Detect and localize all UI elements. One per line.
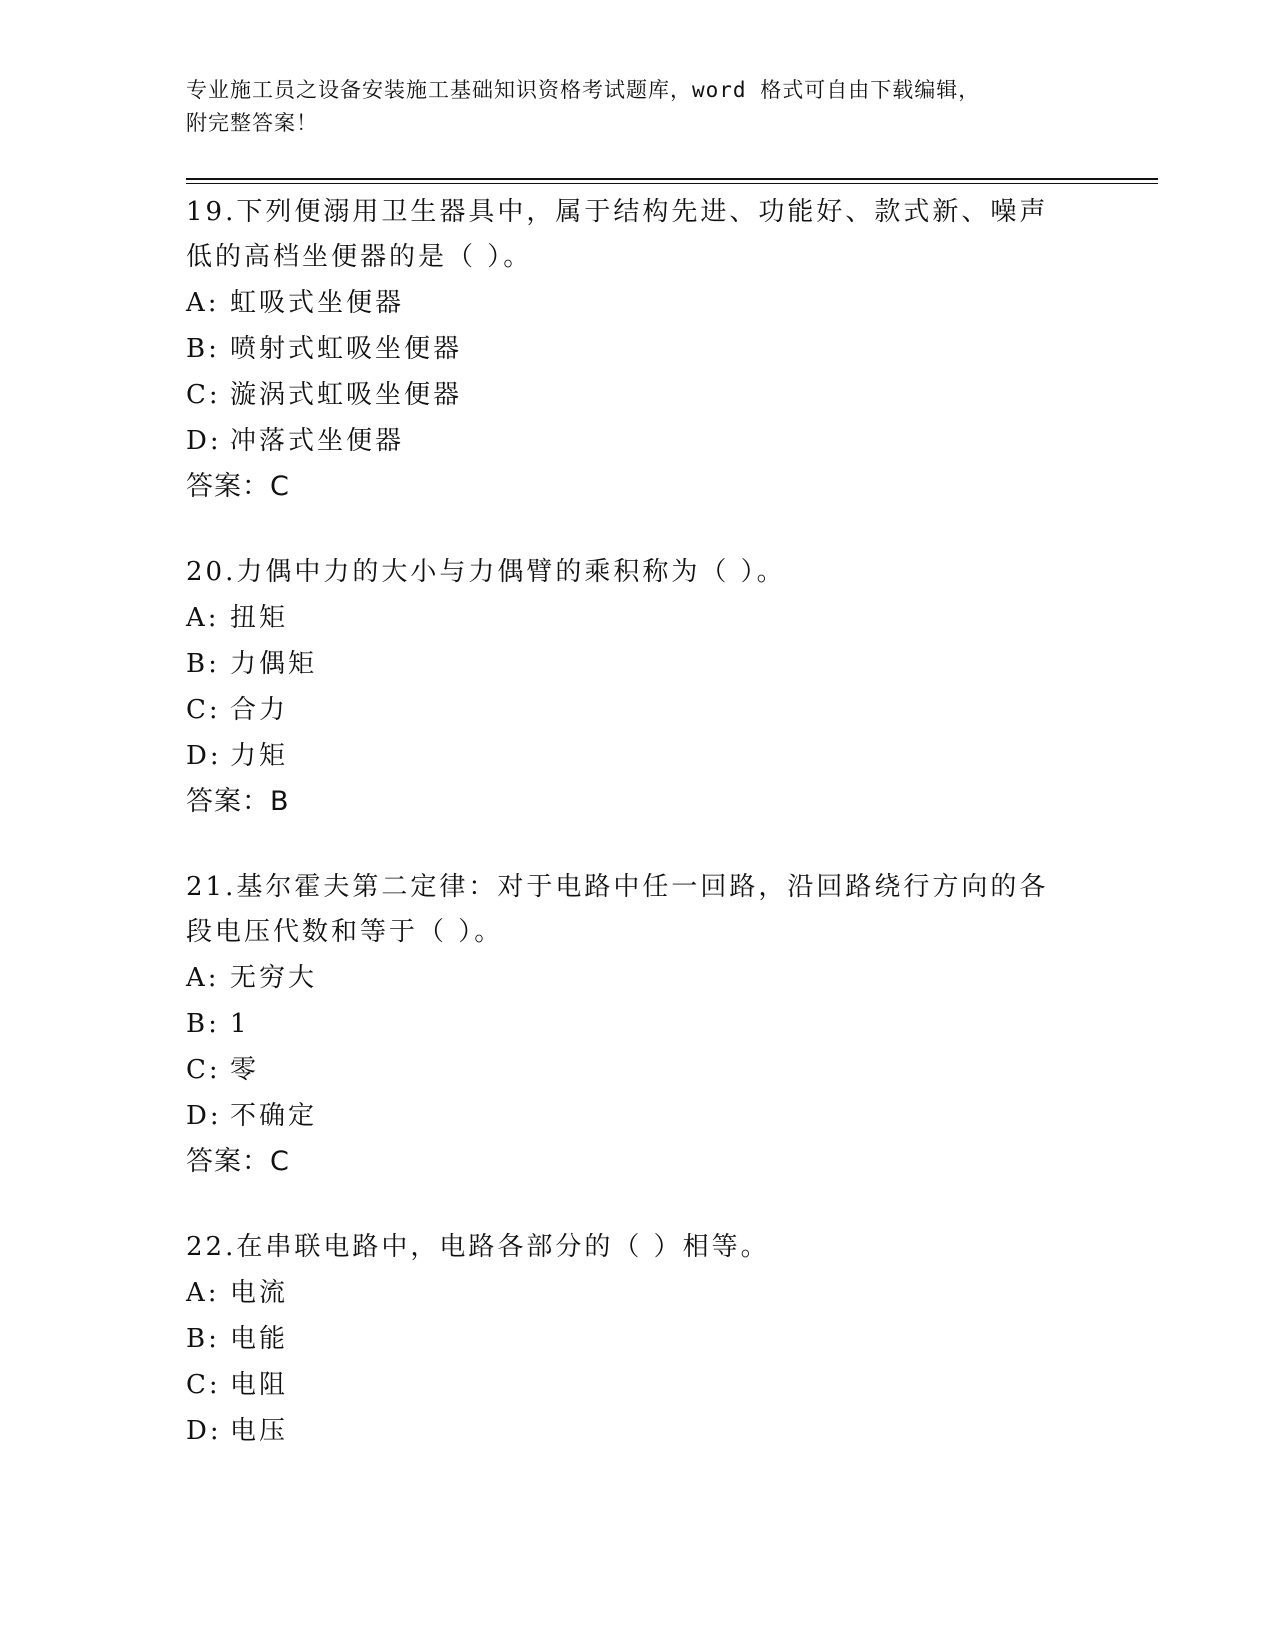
option-letter: D: (186, 426, 222, 456)
option-letter: C: (186, 1055, 221, 1085)
option-text: 电阻 (230, 1370, 289, 1400)
option-d (186, 1093, 1086, 1139)
option-letter: D: (186, 1416, 222, 1446)
option-letter: B: (186, 334, 220, 364)
answer-line: 答案：B (186, 786, 290, 817)
question-22 (186, 1225, 1086, 1454)
option-text: 电压 (230, 1416, 289, 1446)
header-divider-thick (186, 178, 1158, 180)
option-c (186, 372, 1086, 418)
option-text: 无穷大 (230, 963, 318, 993)
question-20 (186, 550, 1086, 824)
header-line-2: 附完整答案！ (186, 111, 318, 135)
option-text: 冲落式坐便器 (230, 426, 405, 456)
answer-line: 答案：C (186, 471, 290, 502)
option-d (186, 733, 1086, 779)
question-stem: 21.基尔霍夫第二定律：对于电路中任一回路，沿回路绕行方向的各段电压代数和等于（ ）。 (186, 872, 1049, 947)
option-c (186, 1047, 1086, 1093)
option-text: 喷射式虹吸坐便器 (230, 334, 463, 364)
option-text: 漩涡式虹吸坐便器 (230, 380, 463, 410)
option-letter: B: (186, 1324, 220, 1354)
option-c (186, 687, 1086, 733)
question-21 (186, 865, 1086, 1184)
option-b (186, 641, 1086, 687)
header-divider-thin (186, 183, 1158, 184)
question-list (186, 190, 1086, 1474)
option-text: 电能 (230, 1324, 289, 1354)
question-stem: 22.在串联电路中，电路各部分的（ ）相等。 (186, 1232, 770, 1262)
option-letter: D: (186, 741, 222, 771)
option-text: 不确定 (230, 1101, 318, 1131)
option-text: 合力 (230, 695, 289, 725)
header-line-1: 专业施工员之设备安装施工基础知识资格考试题库，word 格式可自由下载编辑， (186, 78, 981, 102)
question-stem: 19.下列便溺用卫生器具中，属于结构先进、功能好、款式新、噪声低的高档坐便器的是（ ）。 (186, 197, 1049, 272)
option-a (186, 1270, 1086, 1316)
option-d (186, 418, 1086, 464)
option-text: 零 (230, 1055, 260, 1085)
option-d (186, 1408, 1086, 1454)
option-letter: B: (186, 1009, 220, 1039)
option-b (186, 1001, 1086, 1047)
option-text: 1 (230, 1009, 250, 1039)
option-letter: A: (186, 603, 220, 633)
option-letter: A: (186, 963, 220, 993)
option-a (186, 955, 1086, 1001)
option-letter: D: (186, 1101, 222, 1131)
option-text: 虹吸式坐便器 (230, 288, 405, 318)
option-c (186, 1362, 1086, 1408)
option-letter: A: (186, 288, 220, 318)
document-header (186, 74, 1066, 140)
option-letter: C: (186, 695, 221, 725)
option-letter: C: (186, 380, 221, 410)
option-b (186, 326, 1086, 372)
question-stem: 20.力偶中力的大小与力偶臂的乘积称为（ ）。 (186, 557, 786, 587)
option-text: 力偶矩 (230, 649, 318, 679)
option-b (186, 1316, 1086, 1362)
question-19 (186, 190, 1086, 509)
option-letter: B: (186, 649, 220, 679)
option-a (186, 280, 1086, 326)
option-letter: C: (186, 1370, 221, 1400)
option-letter: A: (186, 1278, 220, 1308)
answer-line: 答案：C (186, 1146, 290, 1177)
option-text: 电流 (230, 1278, 289, 1308)
option-text: 扭矩 (230, 603, 289, 633)
option-a (186, 595, 1086, 641)
option-text: 力矩 (230, 741, 289, 771)
